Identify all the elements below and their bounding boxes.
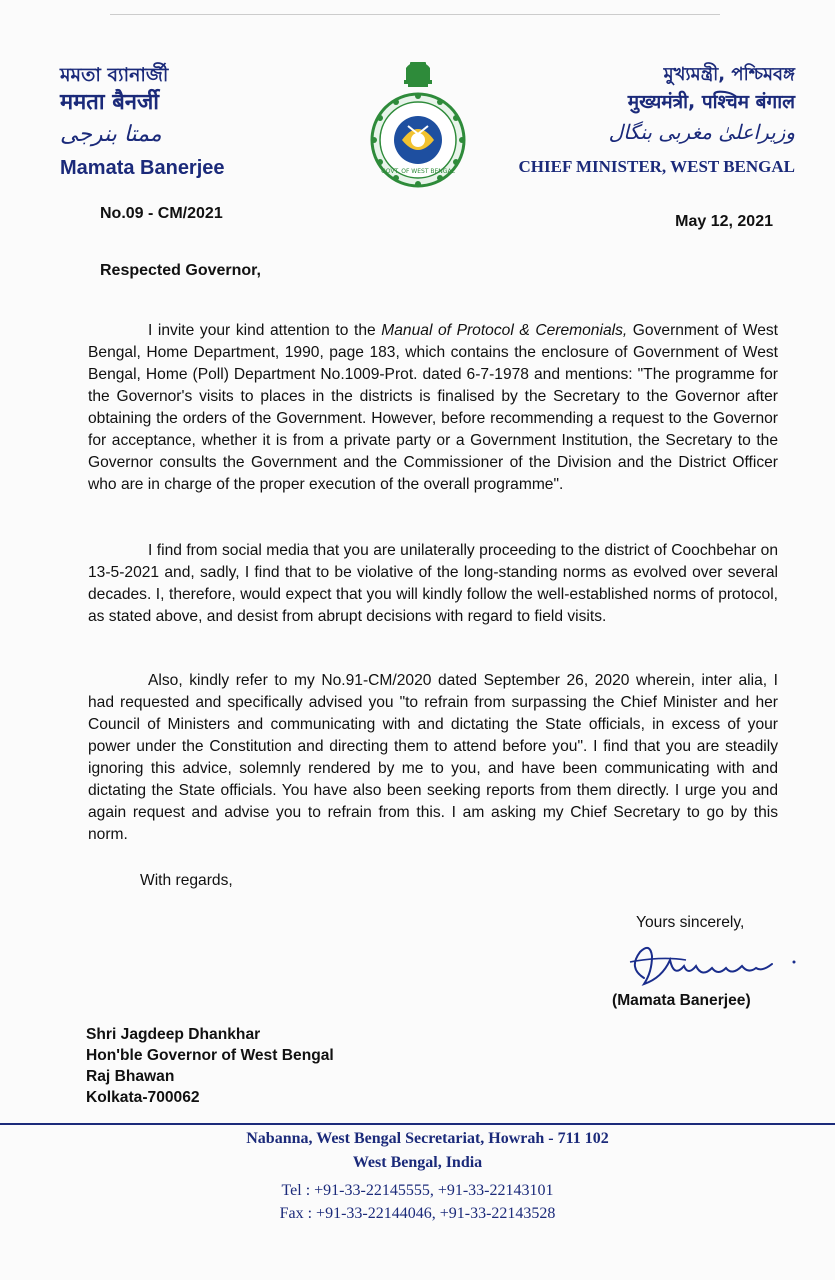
letterhead-left <box>60 62 300 182</box>
recipient-title: Hon'ble Governor of West Bengal <box>86 1047 334 1064</box>
paragraph-1-intro: I invite your kind attention to the <box>148 322 382 339</box>
name-hindi: ममता बैनर्जी <box>60 90 160 115</box>
paragraph-3 <box>88 670 778 846</box>
footer-address-line-2: West Bengal, India <box>352 1154 483 1171</box>
sign-off: Yours sincerely, <box>636 914 745 931</box>
footer-address-line-1: Nabanna, West Bengal Secretariat, Howrah - 711 102 <box>246 1130 609 1147</box>
recipient-name: Shri Jagdeep Dhankhar <box>86 1026 261 1043</box>
signatory-name: (Mamata Banerjee) <box>612 992 751 1009</box>
letter-date: May 12, 2021 <box>675 213 773 230</box>
footer-telephone: Tel : +91-33-22145555, +91-33-22143101 <box>281 1182 554 1199</box>
name-bengali: মমতা ব্যানার্জী <box>60 64 169 86</box>
emblem-caption: GOVT. OF WEST BENGAL <box>381 168 455 175</box>
footer-fax: Fax : +91-33-22144046, +91-33-22143528 <box>279 1205 556 1222</box>
name-urdu: ممتا بنرجی <box>60 122 162 147</box>
salutation: Respected Governor, <box>100 262 261 279</box>
paragraph-1 <box>88 320 778 496</box>
state-emblem <box>368 60 468 195</box>
title-hindi: मुख्यमंत्री, पश्चिम बंगाल <box>627 91 795 113</box>
title-english: CHIEF MINISTER, WEST BENGAL <box>518 157 795 176</box>
handwritten-signature <box>622 938 802 994</box>
recipient-city: Kolkata-700062 <box>86 1089 200 1106</box>
recipient-address <box>86 1024 334 1108</box>
title-bengali: মুখ্যমন্ত্রী, পশ্চিমবঙ্গ <box>663 64 795 85</box>
reference-number: No.09 - CM/2021 <box>100 205 223 222</box>
signature-icon <box>622 938 802 994</box>
state-emblem-icon <box>368 60 468 195</box>
name-english: Mamata Banerjee <box>60 157 225 179</box>
paragraph-1-body: Government of West Bengal, Home Department, 1990, page 183, which contains the enclosure of Government of West Bengal, Home (Poll) Department No.1009-Prot. dated 6-7-1978 and mentions: "The programme for the Governor's visits to places in the districts is finalised by the Secretary to the Governor after obtaining the orders of the Government. However, before recommending a request to the Governor for acceptance, whether it is from a private party or a Government Institution, the Secretary to the Governor consults the Government and the Commissioner of the Division and the District Officer who are in charge of the proper execution of the overall programme". <box>88 322 779 493</box>
top-rule <box>110 14 720 15</box>
letterhead-footer <box>0 1127 835 1225</box>
letterhead-right <box>475 62 795 180</box>
footer-rule <box>0 1123 835 1125</box>
recipient-building: Raj Bhawan <box>86 1068 175 1085</box>
paragraph-2 <box>88 540 778 628</box>
paragraph-2-text: I find from social media that you are unilaterally proceeding to the district of Coochbehar on 13-5-2021 and, sadly, I find that to be violative of the long-standing norms as evolved over several decades. I, therefore, would expect that you will kindly follow the well-established norms of protocol, as stated above, and desist from abrupt decisions with regard to field visits. <box>88 542 778 625</box>
title-urdu: وزیراعلیٰ مغربی بنگال <box>608 120 795 144</box>
manual-title: Manual of Protocol & Ceremonials, <box>381 322 628 339</box>
closing: With regards, <box>140 872 233 889</box>
paragraph-3-text: Also, kindly refer to my No.91-CM/2020 dated September 26, 2020 wherein, inter alia, I had requested and specifically advised you "to refrain from surpassing the Chief Minister and her Council of Ministers and communicating with and dictating the State officials, in excess of your power under the Constitution and directing them to attend before you". I find that you are steadily ignoring this advice, solemnly rendered by me to you, and have been communicating with and dictating the State officials. You have also been seeking reports from them directly. I urge you and again request and advise you to refrain from this. I am asking my Chief Secretary to go by this norm. <box>88 672 778 843</box>
